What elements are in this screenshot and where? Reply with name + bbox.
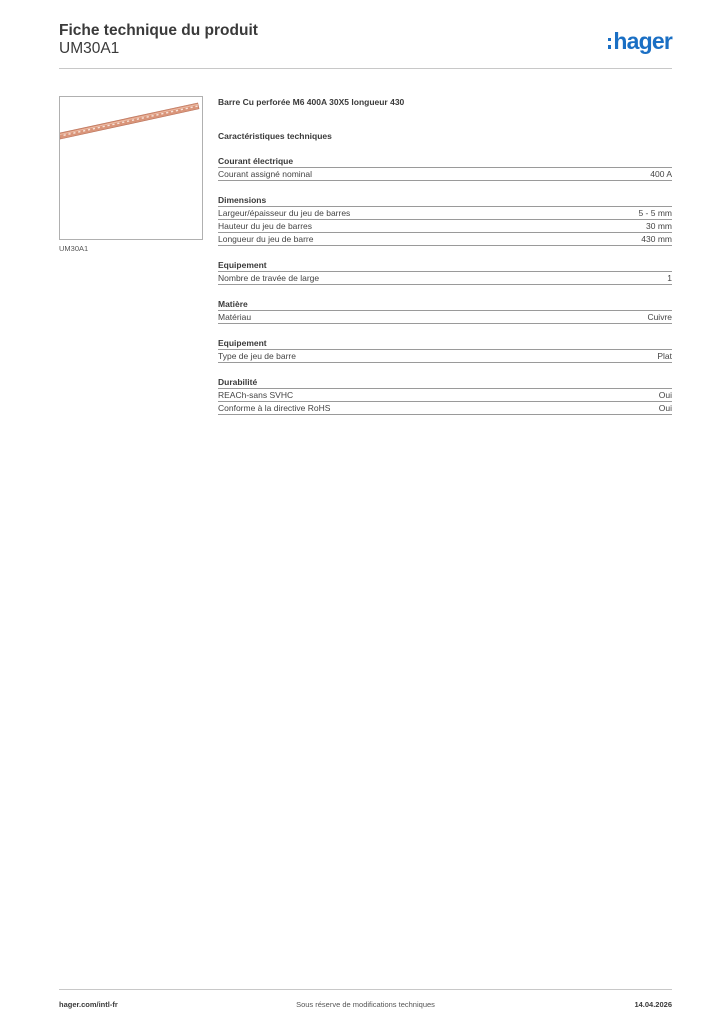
spec-value: 1 [667, 273, 672, 283]
spec-row [218, 220, 672, 233]
spec-label: Longueur du jeu de barre [218, 234, 314, 244]
product-reference: UM30A1 [59, 40, 120, 57]
group-title: Dimensions [218, 194, 672, 207]
section-title: Caractéristiques techniques [218, 131, 332, 141]
page-title: Fiche technique du produit [59, 22, 258, 39]
group-title: Durabilité [218, 376, 672, 389]
spec-row [218, 207, 672, 220]
spec-content [218, 96, 672, 415]
spec-label: Nombre de travée de large [218, 273, 320, 283]
group-title: Matière [218, 298, 672, 311]
logo-text: hager [613, 27, 672, 54]
group-title: Equipement [218, 337, 672, 350]
logo-dots-icon [608, 38, 612, 49]
spec-row [218, 233, 672, 246]
product-image [59, 96, 203, 240]
spec-group-matiere [218, 298, 672, 324]
group-title: Equipement [218, 259, 672, 272]
spec-group-equipement [218, 259, 672, 285]
spec-row [218, 311, 672, 324]
footer-date: 14.04.2026 [634, 1000, 672, 1009]
page-header [59, 22, 672, 69]
copper-busbar-image [60, 97, 202, 239]
spec-group-equipement-2 [218, 337, 672, 363]
spec-label: Largeur/épaisseur du jeu de barres [218, 208, 351, 218]
hager-logo [608, 28, 672, 54]
spec-label: Type de jeu de barre [218, 351, 296, 361]
footer-website-link[interactable]: hager.com/intl-fr [59, 1000, 118, 1009]
image-caption: UM30A1 [59, 244, 89, 253]
spec-label: REACh-sans SVHC [218, 390, 294, 400]
spec-value: 400 A [650, 169, 672, 179]
spec-value: 430 mm [641, 234, 672, 244]
spec-label: Hauteur du jeu de barres [218, 221, 313, 231]
spec-label: Courant assigné nominal [218, 169, 313, 179]
product-description: Barre Cu perforée M6 400A 30X5 longueur 430 [218, 97, 405, 107]
spec-label: Conforme à la directive RoHS [218, 403, 331, 413]
spec-row [218, 389, 672, 402]
spec-group-courant [218, 155, 672, 181]
spec-row [218, 168, 672, 181]
spec-value: 30 mm [646, 221, 672, 231]
spec-value: Plat [657, 351, 672, 361]
spec-group-durabilite [218, 376, 672, 415]
spec-value: Oui [658, 390, 672, 400]
spec-value: Oui [658, 403, 672, 413]
group-title: Courant électrique [218, 155, 672, 168]
footer-disclaimer: Sous réserve de modifications techniques [296, 1000, 435, 1009]
spec-value: Cuivre [647, 312, 672, 322]
spec-value: 5 - 5 mm [638, 208, 672, 218]
spec-group-dimensions [218, 194, 672, 246]
spec-row [218, 402, 672, 415]
spec-row [218, 272, 672, 285]
spec-row [218, 350, 672, 363]
spec-label: Matériau [218, 312, 252, 322]
page-footer [59, 989, 672, 1020]
